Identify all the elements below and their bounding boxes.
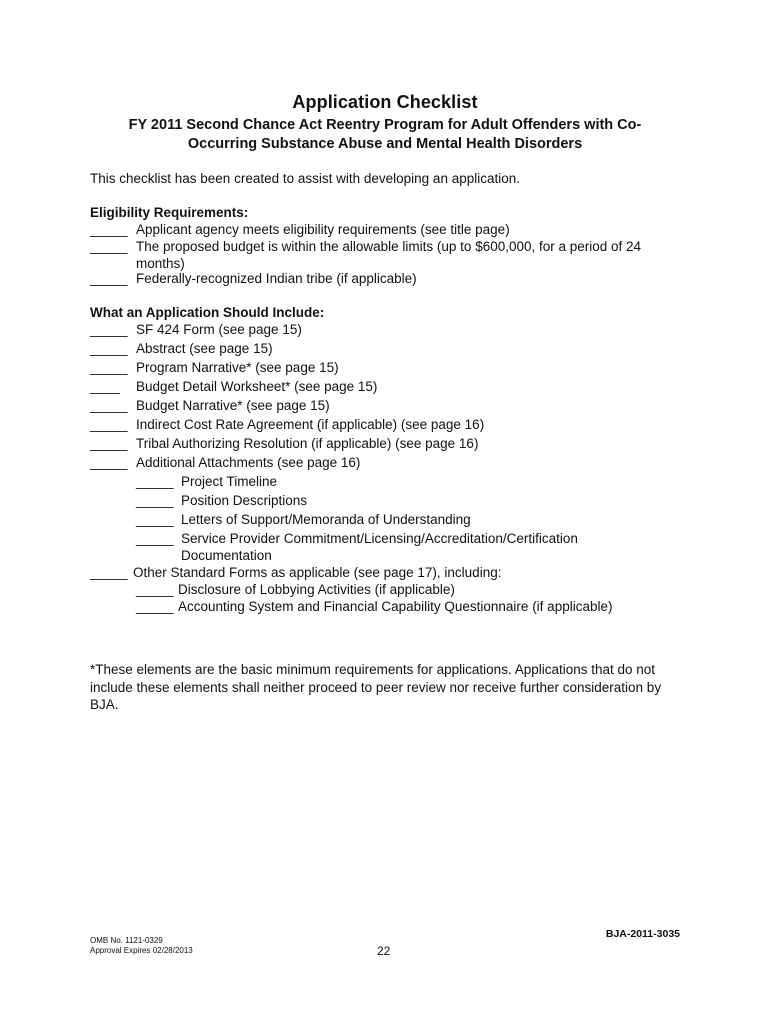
checkbox-blank: _____ [90,360,128,375]
checkbox-blank: _____ [90,222,128,237]
page-number: 22 [377,944,391,958]
checkbox-blank: _____ [136,474,174,489]
attachment-item [136,531,686,565]
checkbox-blank: _____ [90,417,128,432]
subtitle-line-1: FY 2011 Second Chance Act Reentry Program for Adult Offenders with Co- [128,117,642,133]
checkbox-blank: ____ [90,379,121,394]
eligibility-item-text: Applicant agency meets eligibility requirements (see title page) [136,222,510,237]
eligibility-item [90,239,690,273]
requirements-footnote: *These elements are the basic minimum requirements for applications. Applications that do not include these elements shall neither proceed to peer review nor receive further consideration by BJA. [90,662,662,712]
approval-expiry: Approval Expires 02/28/2013 [90,946,193,955]
program-subtitle [95,116,675,154]
eligibility-heading: Eligibility Requirements: [90,205,249,220]
checkbox-blank: _____ [136,512,174,527]
include-item-text: Abstract (see page 15) [136,341,273,356]
checkbox-blank: _____ [90,565,128,580]
attachment-item-text: Letters of Support/Memoranda of Understanding [181,512,471,527]
checkbox-blank: _____ [136,493,174,508]
checkbox-blank: _____ [136,582,174,597]
attachment-item-text: Service Provider Commitment/Licensing/Accreditation/Certification Documentation [181,531,578,563]
standard-forms-text: Other Standard Forms as applicable (see page 17), including: [133,565,502,580]
document-code: BJA-2011-3035 [605,928,680,940]
intro-text: This checklist has been created to assist with developing an application. [90,171,520,186]
checkbox-blank: _____ [136,531,174,546]
checkbox-blank: _____ [90,271,128,286]
include-item-text: SF 424 Form (see page 15) [136,322,302,337]
standard-form-subitem-text: Accounting System and Financial Capability Questionnaire (if applicable) [178,599,613,614]
subtitle-line-2: Occurring Substance Abuse and Mental Health Disorders [187,136,583,152]
standard-form-subitem-text: Disclosure of Lobbying Activities (if applicable) [178,582,455,597]
include-item-text: Indirect Cost Rate Agreement (if applicable) (see page 16) [136,417,485,432]
checkbox-blank: _____ [90,239,128,254]
omb-info [90,936,193,956]
checkbox-blank: _____ [90,341,128,356]
eligibility-item-text: The proposed budget is within the allowable limits (up to $600,000, for a period of 24 months) [136,239,642,271]
include-item-text: Program Narrative* (see page 15) [136,360,339,375]
checkbox-blank: _____ [90,398,128,413]
eligibility-item-text: Federally-recognized Indian tribe (if applicable) [136,271,417,286]
checkbox-blank: _____ [136,599,174,614]
omb-number: OMB No. 1121-0329 [90,936,163,945]
checkbox-blank: _____ [90,455,128,470]
include-item-text: Tribal Authorizing Resolution (if applicable) (see page 16) [136,436,479,451]
checkbox-blank: _____ [90,436,128,451]
page-title: Application Checklist [292,92,478,112]
include-item-text: Additional Attachments (see page 16) [136,455,361,470]
include-item-text: Budget Detail Worksheet* (see page 15) [136,379,378,394]
attachment-item-text: Project Timeline [181,474,278,489]
attachment-item-text: Position Descriptions [181,493,308,508]
include-heading: What an Application Should Include: [90,305,325,320]
include-item-text: Budget Narrative* (see page 15) [136,398,330,413]
checkbox-blank: _____ [90,322,128,337]
